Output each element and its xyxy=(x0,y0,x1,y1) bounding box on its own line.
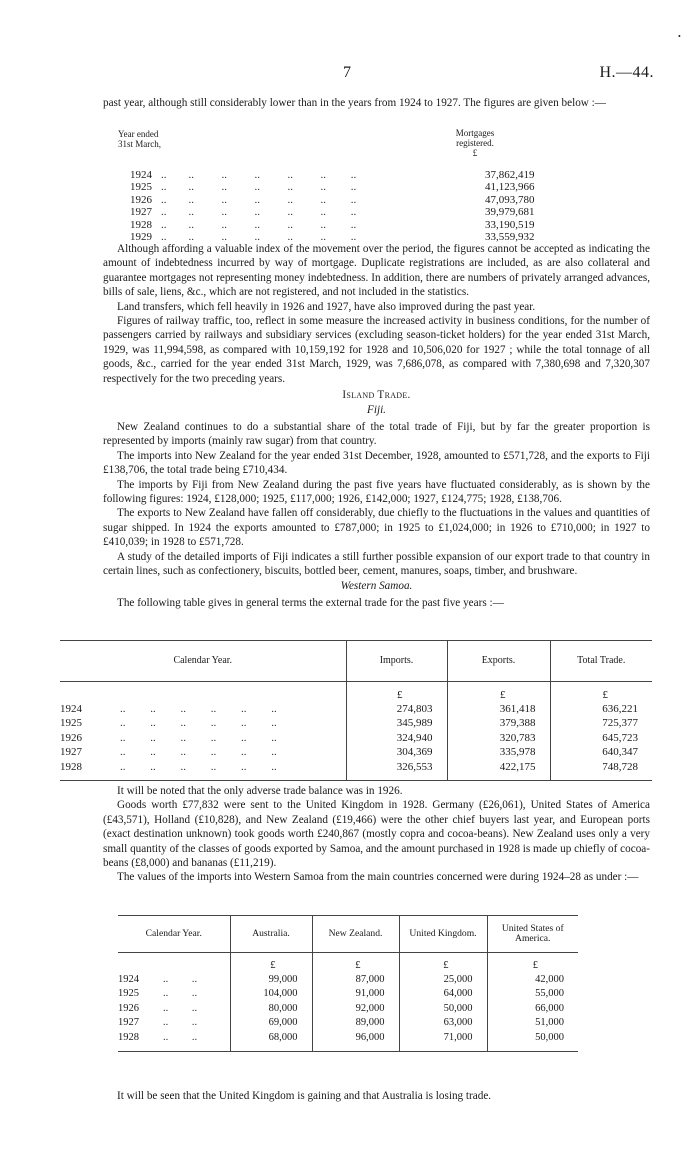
year-cell: 1927 .. .. xyxy=(118,1017,198,1029)
paragraph-samoa-1: It will be noted that the only adverse trade balance was in 1926. xyxy=(117,785,403,797)
intro-paragraph: past year, although still considerably lower than in the years from 1924 to 1927. The figures are given below :— xyxy=(103,97,606,109)
paragraph-closing: It will be seen that the United Kingdom is gaining and that Australia is losing trade. xyxy=(117,1090,492,1102)
exports-cell: 320,783 xyxy=(447,731,550,745)
mortgage-year: 1929 xyxy=(130,230,152,243)
paragraph-land-transfers: Land transfers, which fell heavily in 1926 and 1927, have also improved during the past year. xyxy=(117,300,536,313)
heading-western-samoa: Western Samoa. xyxy=(340,580,413,593)
unit-label: £ xyxy=(487,953,578,974)
unit-row xyxy=(60,682,652,703)
mortgage-col-value-line2: registered. xyxy=(456,138,494,148)
year-value: 1926 xyxy=(118,1002,139,1014)
closing-block xyxy=(103,1089,650,1103)
australia-cell: 99,000 xyxy=(230,973,312,987)
paragraph-samoa-2: Goods worth £77,832 were sent to the United Kingdom in 1928. Germany (£26,061), United States of America (£43,571), Holland (£10,828), and New Zealand (£19,466) were the other chief buyers last year, and European ports (exact destination unknown) took goods worth £240,867 (mostly copra and cocoa-beans). New Zealand uses only a very small quantity of the classes of goods exported by Samoa, and the amount purchased in 1928 is made up chiefly of cocoa-beans (£8,000) and bananas (£11,219). xyxy=(103,799,650,870)
united-states-cell: 66,000 xyxy=(487,1002,578,1016)
united-states-cell: 55,000 xyxy=(487,987,578,1001)
year-cell: 1924 .. .. .. .. .. .. xyxy=(60,703,277,715)
year-cell: 1928 .. .. xyxy=(118,1031,198,1043)
table-row: 1928 .. .. .. .. .. .. .. 33,190,519 xyxy=(130,218,535,231)
new-zealand-cell: 96,000 xyxy=(312,1031,399,1052)
imports-cell: 326,553 xyxy=(346,760,447,781)
table-row xyxy=(60,745,652,759)
year-cell: 1927 .. .. .. .. .. .. xyxy=(60,746,277,759)
total-cell: 640,347 xyxy=(550,745,652,759)
mortgage-table-header xyxy=(60,124,652,168)
united-kingdom-cell: 50,000 xyxy=(399,1002,487,1016)
year-cell: 1928 .. .. .. .. .. .. xyxy=(60,760,277,773)
samoa-trade-table xyxy=(60,640,652,781)
exports-cell: 361,418 xyxy=(447,702,550,716)
table-row xyxy=(60,702,652,716)
total-cell: 725,377 xyxy=(550,716,652,730)
australia-cell: 68,000 xyxy=(230,1031,312,1052)
paragraph-fiji-5: A study of the detailed imports of Fiji indicates a still further possible expansion of our export trade to that country in certain lines, such as confectionery, biscuits, bottled beer, cement, manures, soaps, timber, and brushware. xyxy=(103,550,650,577)
year-value: 1924 xyxy=(118,974,139,985)
exports-cell: 422,175 xyxy=(447,760,550,781)
unit-label: £ xyxy=(399,953,487,974)
mortgage-table xyxy=(60,124,652,242)
year-value: 1926 xyxy=(60,731,82,744)
mortgage-value: 41,123,966 xyxy=(485,181,535,194)
year-value: 1928 xyxy=(60,760,82,773)
table-header-row xyxy=(118,916,578,953)
col-header-total: Total Trade. xyxy=(550,641,652,682)
year-cell: 1924 .. .. xyxy=(118,974,198,985)
new-zealand-cell: 92,000 xyxy=(312,1002,399,1016)
col-header-new-zealand: New Zealand. xyxy=(312,916,399,953)
imports-cell: 324,940 xyxy=(346,731,447,745)
new-zealand-cell: 89,000 xyxy=(312,1016,399,1030)
mortgage-col-year-line1: Year ended xyxy=(118,129,159,139)
year-cell: 1926 .. .. xyxy=(118,1002,198,1014)
page-number: 7 xyxy=(343,64,351,81)
mortgage-year: 1924 xyxy=(130,169,152,181)
total-cell: 645,723 xyxy=(550,731,652,745)
unit-label: £ xyxy=(550,682,652,703)
australia-cell: 104,000 xyxy=(230,987,312,1001)
australia-cell: 69,000 xyxy=(230,1016,312,1030)
mortgage-value: 39,979,681 xyxy=(485,206,535,219)
year-value: 1927 xyxy=(118,1017,139,1029)
year-cell: 1926 .. .. .. .. .. .. xyxy=(60,731,277,744)
united-kingdom-cell: 64,000 xyxy=(399,987,487,1001)
unit-label: £ xyxy=(230,953,312,974)
new-zealand-cell: 91,000 xyxy=(312,987,399,1001)
mortgage-year: 1925 xyxy=(130,181,152,194)
mortgage-value: 47,093,780 xyxy=(485,193,535,206)
paragraph-fiji-1: New Zealand continues to do a substantial share of the total trade of Fiji, but by far the greater proportion is represented by imports (mainly raw sugar) from that country. xyxy=(103,420,650,448)
united-states-cell: 42,000 xyxy=(487,973,578,987)
imports-cell: 304,369 xyxy=(346,745,447,759)
page-header xyxy=(0,66,700,86)
australia-cell: 80,000 xyxy=(230,1002,312,1016)
body-text-block-2 xyxy=(103,784,650,885)
table-row: 1925 .. .. .. .. .. .. .. 41,123,966 xyxy=(130,181,535,194)
exports-cell: 379,388 xyxy=(447,716,550,730)
mortgage-col-unit: £ xyxy=(472,148,478,158)
table-row xyxy=(118,987,578,1001)
samoa-imports-table xyxy=(118,915,578,1052)
united-kingdom-cell: 63,000 xyxy=(399,1016,487,1030)
table-row: 1927 .. .. .. .. .. .. .. 39,979,681 xyxy=(130,206,535,219)
table-row: 1929 .. .. .. .. .. .. .. 33,559,932 xyxy=(130,230,535,243)
table-row xyxy=(60,731,652,745)
united-kingdom-cell: 25,000 xyxy=(399,973,487,987)
table-header-row xyxy=(60,641,652,682)
col-header-united-kingdom: United Kingdom. xyxy=(399,916,487,953)
paragraph-fiji-4: The exports to New Zealand have fallen off considerably, due chiefly to the fluctuations in the values and quantities of sugar shipped. In 1924 the exports amounted to £787,000; in 1925 to £1,024,000; in 1926 to £710,000; in 1927 to £410,039; in 1928 to £571,728. xyxy=(103,507,650,549)
col-header-australia: Australia. xyxy=(230,916,312,953)
unit-label: £ xyxy=(346,682,447,703)
mortgage-col-value-line1: Mortgages xyxy=(455,128,495,138)
table-row xyxy=(118,973,578,987)
total-cell: 636,221 xyxy=(550,702,652,716)
year-cell: 1925 .. .. .. .. .. .. xyxy=(60,717,277,730)
exports-cell: 335,978 xyxy=(447,745,550,759)
unit-label: £ xyxy=(447,682,550,703)
mortgage-year: 1927 xyxy=(130,206,152,219)
mortgage-year: 1928 xyxy=(130,218,152,231)
mortgage-rows xyxy=(60,168,652,242)
mortgage-col-year xyxy=(118,129,161,149)
paragraph-fiji-2: The imports into New Zealand for the year ended 31st December, 1928, amounted to £571,728, and the exports to Fiji £138,706, the total trade being £710,434. xyxy=(103,449,650,477)
total-cell: 748,728 xyxy=(550,760,652,781)
table-row: 1926 .. .. .. .. .. .. .. 47,093,780 xyxy=(130,193,535,206)
imports-cell: 345,989 xyxy=(346,716,447,730)
paragraph-fiji-3: The imports by Fiji from New Zealand during the past five years have fluctuated considerably, as is shown by the following figures: 1924, £128,000; 1925, £117,000; 1926, £142,000; 1927, £124,775; 1928, £138,706. xyxy=(103,478,650,505)
body-text-block-1 xyxy=(103,242,650,610)
paragraph-railway: Figures of railway traffic, too, reflect in some measure the increased activity in business conditions, for the number of passengers carried by railways and subsidiary services (excluding season-ticket holders) for the year ended 31st March, 1929, was 11,994,598, as compared with 10,159,192 for 1928 and 10,506,020 for 1927 ; while the total tonnage of all goods, &c., carried for the year ended 31st March, 1929, was 7,686,078, as compared with 7,380,698 and 7,320,307 respectively for the two preceding years. xyxy=(103,315,650,385)
table-bottom-rule xyxy=(118,1052,578,1053)
year-value: 1927 xyxy=(60,746,82,759)
table-row xyxy=(118,1002,578,1016)
year-value: 1928 xyxy=(118,1031,139,1043)
year-value: 1925 xyxy=(118,988,139,1000)
mortgage-value: 33,190,519 xyxy=(485,218,535,231)
table-row xyxy=(60,760,652,781)
mortgage-value: 37,862,419 xyxy=(485,169,535,181)
col-header-exports: Exports. xyxy=(447,641,550,682)
year-cell: 1925 .. .. xyxy=(118,988,198,1000)
paragraph-samoa-3: The values of the imports into Western Samoa from the main countries concerned were during 1924–28 as under :— xyxy=(117,871,639,884)
year-value: 1924 xyxy=(60,703,82,715)
heading-island-trade: Island Trade. xyxy=(342,389,411,402)
corner-mark: • xyxy=(678,32,681,41)
table-row xyxy=(60,716,652,730)
table-row xyxy=(118,1031,578,1052)
mortgage-col-value xyxy=(440,128,510,158)
heading-fiji: Fiji. xyxy=(367,404,386,417)
unit-row xyxy=(118,953,578,974)
paragraph-samoa-intro: The following table gives in general terms the external trade for the past five years :— xyxy=(117,596,504,609)
table-row xyxy=(118,1016,578,1030)
new-zealand-cell: 87,000 xyxy=(312,973,399,987)
col-header-year: Calendar Year. xyxy=(60,641,346,682)
col-header-year: Calendar Year. xyxy=(118,916,230,953)
unit-label: £ xyxy=(312,953,399,974)
mortgage-value: 33,559,932 xyxy=(485,230,535,243)
paragraph-index: Although affording a valuable index of the movement over the period, the figures cannot be accepted as indicating the amount of indebtedness incurred by way of mortgage. Duplicate registrations are included, as are also collateral and guarantee mortgages not representing money indebtedness. In addition, there are numbers of privately arranged advances, bills of sale, liens, &c., which are not registered, and not included in the statistics. xyxy=(103,243,650,299)
united-kingdom-cell: 71,000 xyxy=(399,1031,487,1052)
col-header-united-states: United States of America. xyxy=(487,916,578,953)
table-bottom-rule xyxy=(60,781,652,782)
united-states-cell: 51,000 xyxy=(487,1016,578,1030)
document-reference: H.—44. xyxy=(599,64,654,81)
imports-cell: 274,803 xyxy=(346,702,447,716)
table-row: 1924 .. .. .. .. .. .. .. 37,862,419 xyxy=(130,169,535,181)
mortgage-col-year-line2: 31st March, xyxy=(118,139,161,149)
mortgage-year: 1926 xyxy=(130,193,152,206)
intro-block xyxy=(103,96,650,110)
united-states-cell: 50,000 xyxy=(487,1031,578,1052)
year-value: 1925 xyxy=(60,717,82,730)
col-header-imports: Imports. xyxy=(346,641,447,682)
